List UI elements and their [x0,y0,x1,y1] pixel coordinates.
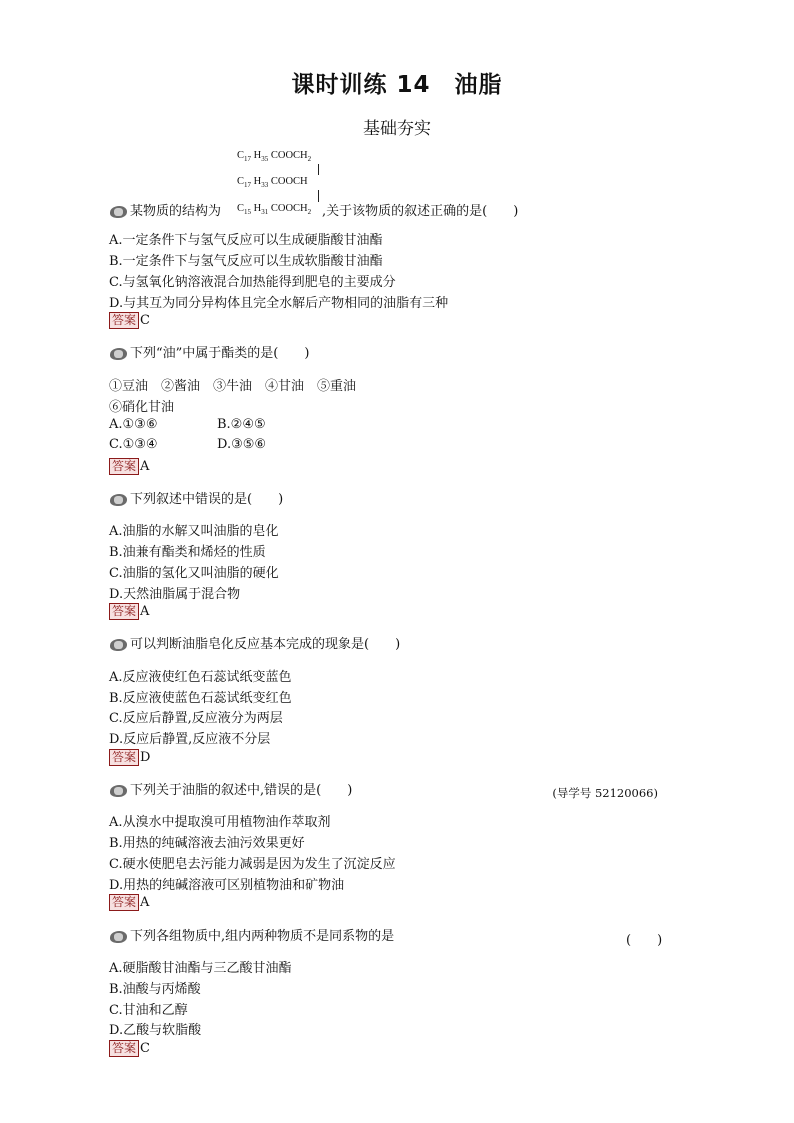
q4-option-a: A.反应液使红色石蕊试纸变蓝色 [109,670,292,685]
answer-label: 答案 [109,894,139,911]
answer-label: 答案 [109,458,139,475]
question-4-stem: 可以判断油脂皂化反应基本完成的现象是( ) [109,636,400,653]
q2-option-a: A.①③⑥ [109,417,158,432]
q3-option-d: D.天然油脂属于混合物 [109,587,241,602]
q6-option-c: C.甘油和乙醇 [109,1003,188,1018]
formula-bond-2 [318,190,319,202]
q6-option-b: B.油酸与丙烯酸 [109,982,201,997]
q5-answer [109,894,149,911]
q5-option-c: C.硬水使肥皂去污能力减弱是因为发生了沉淀反应 [109,857,396,872]
question-marker-icon [109,346,129,362]
question-3-stem: 下列叙述中错误的是( ) [109,491,283,508]
formula-bond-1 [318,164,319,175]
q2-option-c: C.①③④ [109,437,158,452]
question-6-stem: 下列各组物质中,组内两种物质不是同系物的是 [109,928,394,945]
q1-option-c: C.与氢氧化钠溶液混合加热能得到肥皂的主要成分 [109,275,396,290]
question-marker-icon [109,929,129,945]
formula-row-3: $C_{15}$ $H_{31}$ $COOCH_2$ [237,203,312,217]
q6-option-d: D.乙酸与软脂酸 [109,1023,202,1038]
q2-items-line-2: ⑥硝化甘油 [109,400,175,415]
question-marker-icon [109,637,129,653]
q5-option-a: A.从溴水中提取溴可用植物油作萃取剂 [109,815,331,830]
page-title: 课时训练 14 油脂 [291,72,503,98]
q4-option-b: B.反应液使蓝色石蕊试纸变红色 [109,691,292,706]
q6-answer-paren: ( ) [626,933,663,948]
q1-answer [109,312,150,329]
question-marker-icon [109,204,129,220]
question-1-stem: 某物质的结构为 ,关于该物质的叙述正确的是( ) [109,203,518,220]
q2-option-b: B.②④⑤ [217,417,266,432]
formula-row-2: $C_{17}$ $H_{33}$ COOCH [237,176,308,190]
q5-option-b: B.用热的纯碱溶液去油污效果更好 [109,836,305,851]
q4-option-c: C.反应后静置,反应液分为两层 [109,711,283,726]
q6-answer [109,1040,150,1057]
q1-option-a: A.一定条件下与氢气反应可以生成硬脂酸甘油酯 [109,233,383,248]
q1-option-d: D.与其互为同分异构体且完全水解后产物相同的油脂有三种 [109,296,449,311]
q2-items-line-1: ①豆油 ②酱油 ③牛油 ④甘油 ⑤重油 [109,379,357,394]
question-2-stem: 下列“油”中属于酯类的是( ) [109,345,309,362]
q6-option-a: A.硬脂酸甘油酯与三乙酸甘油酯 [109,961,292,976]
question-marker-icon [109,492,129,508]
answer-value: A [140,895,150,910]
question-marker-icon [109,783,129,799]
formula-row-1: $C_{17}$ $H_{35}$ $COOCH_2$ [237,150,312,164]
answer-value: D [140,750,151,765]
question-5-stem: 下列关于油脂的叙述中,错误的是( ) [109,782,352,799]
q3-option-b: B.油兼有酯类和烯烃的性质 [109,545,266,560]
answer-label: 答案 [109,1040,139,1057]
q2-answer [109,458,149,475]
q2-option-d: D.③⑤⑥ [217,437,267,452]
answer-value: A [140,604,150,619]
answer-label: 答案 [109,603,139,620]
q5-guide-number: (导学号 52120066) [552,786,658,800]
answer-value: C [140,313,150,328]
q1-option-b: B.一定条件下与氢气反应可以生成软脂酸甘油酯 [109,254,383,269]
q4-option-d: D.反应后静置,反应液不分层 [109,732,271,747]
section-heading: 基础夯实 [363,119,431,139]
q4-answer [109,749,150,766]
q3-option-a: A.油脂的水解又叫油脂的皂化 [109,524,279,539]
q3-answer [109,603,149,620]
q3-option-c: C.油脂的氢化又叫油脂的硬化 [109,566,279,581]
answer-label: 答案 [109,312,139,329]
answer-value: A [140,459,150,474]
q5-option-d: D.用热的纯碱溶液可区别植物油和矿物油 [109,878,345,893]
answer-value: C [140,1041,150,1056]
answer-label: 答案 [109,749,139,766]
